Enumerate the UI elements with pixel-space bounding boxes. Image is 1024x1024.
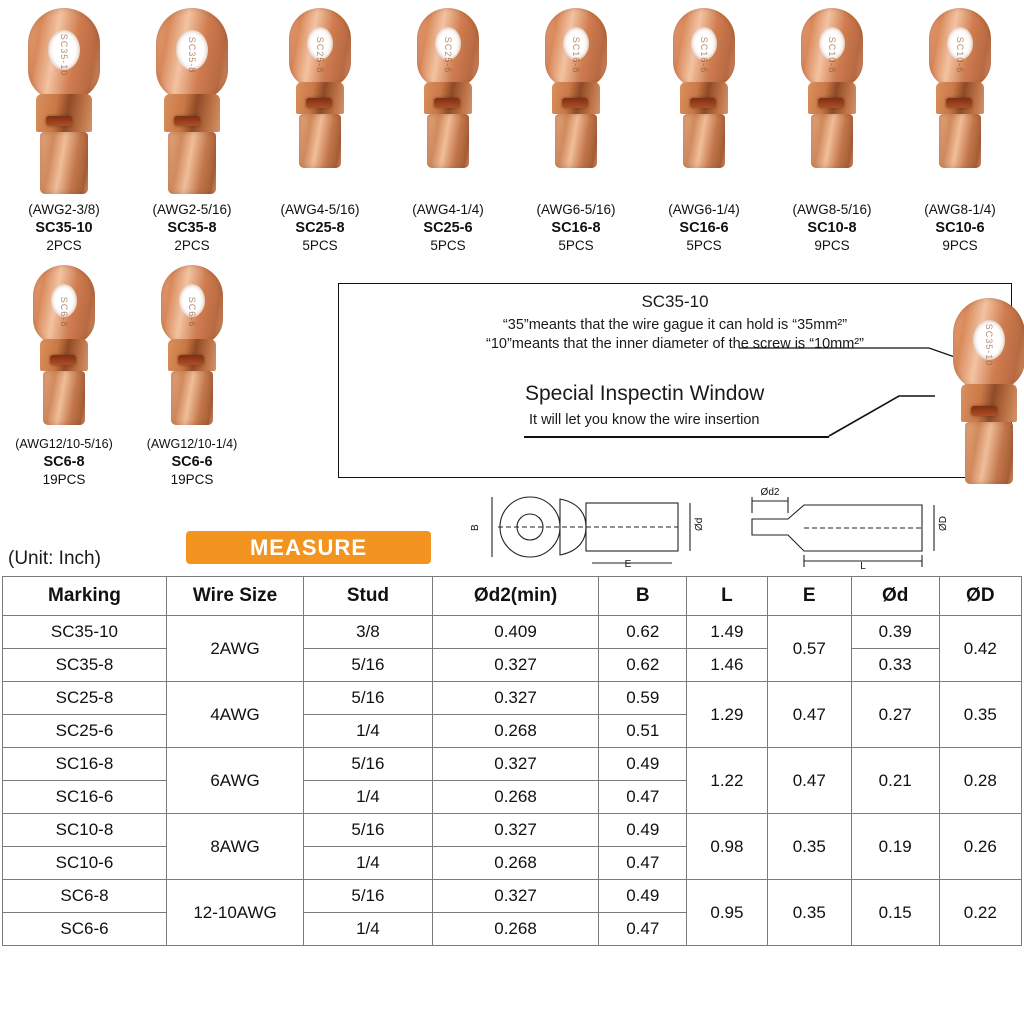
cell-l: 1.29 <box>687 682 768 748</box>
diagram-label-b: B <box>470 524 481 531</box>
lug-qty-label: 9PCS <box>942 238 978 253</box>
cell-stud: 1/4 <box>304 715 432 748</box>
cell-wire-size: 2AWG <box>166 616 303 682</box>
cell-b: 0.62 <box>599 616 687 649</box>
cell-stud: 1/4 <box>304 781 432 814</box>
cell-marking: SC6-8 <box>3 880 167 913</box>
lug-item <box>768 0 896 253</box>
cell-b: 0.47 <box>599 913 687 946</box>
cell-marking: SC10-6 <box>3 847 167 880</box>
lug-item <box>384 0 512 253</box>
cell-b: 0.59 <box>599 682 687 715</box>
lug-awg-label: (AWG4-5/16) <box>280 202 360 217</box>
cell-l: 1.46 <box>687 649 768 682</box>
cell-stud: 5/16 <box>304 682 432 715</box>
header-e: E <box>767 577 851 616</box>
copper-lug-icon <box>28 8 100 194</box>
lug-image <box>0 257 128 435</box>
table-row <box>3 880 1022 913</box>
lug-code-label: SC35-8 <box>187 36 197 74</box>
header-marking: Marking <box>3 577 167 616</box>
lug-sc-label: SC35-8 <box>167 220 217 236</box>
cell-stud: 5/16 <box>304 649 432 682</box>
lug-code-label: SC6-8 <box>59 296 69 328</box>
header-d: Ød <box>851 577 939 616</box>
lug-image <box>128 257 256 435</box>
copper-lug-icon <box>33 265 95 425</box>
lug-image <box>512 0 640 200</box>
cell-d2: 0.327 <box>432 649 599 682</box>
lug-item <box>512 0 640 253</box>
lug-qty-label: 19PCS <box>170 472 214 487</box>
cell-marking: SC16-8 <box>3 748 167 781</box>
table-row <box>3 649 1022 682</box>
table-row <box>3 616 1022 649</box>
cell-b: 0.49 <box>599 880 687 913</box>
diagram-label-dd: ØD <box>938 516 949 531</box>
lug-sc-label: SC6-6 <box>171 454 213 470</box>
header-d2: Ød2(min) <box>432 577 599 616</box>
inspection-window-title: Special Inspectin Window <box>525 382 765 405</box>
cell-d2: 0.268 <box>432 847 599 880</box>
copper-lug-icon <box>929 8 991 168</box>
cell-stud: 1/4 <box>304 847 432 880</box>
lug-awg-label: (AWG12/10-1/4) <box>146 437 238 451</box>
lug-image <box>640 0 768 200</box>
lug-image <box>0 0 128 200</box>
lug-qty-label: 2PCS <box>174 238 210 253</box>
cell-e: 0.35 <box>767 880 851 946</box>
infobox-line-2: “10”meants that the inner diameter of the screw is “10mm²” <box>486 336 864 352</box>
lug-sc-label: SC35-10 <box>35 220 93 236</box>
cell-stud: 5/16 <box>304 748 432 781</box>
cell-marking: SC25-8 <box>3 682 167 715</box>
leader-lines <box>339 284 1013 479</box>
lug-awg-label: (AWG6-1/4) <box>668 202 740 217</box>
cell-dd: 0.35 <box>939 682 1021 748</box>
cell-wire-size: 4AWG <box>166 682 303 748</box>
cell-d2: 0.327 <box>432 880 599 913</box>
lug-image <box>384 0 512 200</box>
lug-awg-label: (AWG12/10-5/16) <box>15 437 113 451</box>
lug-sc-label: SC16-6 <box>679 220 729 236</box>
cell-d: 0.27 <box>851 682 939 748</box>
cell-stud: 5/16 <box>304 814 432 847</box>
lug-item <box>640 0 768 253</box>
copper-lug-icon <box>545 8 607 168</box>
cell-b: 0.51 <box>599 715 687 748</box>
copper-lug-icon <box>673 8 735 168</box>
cell-stud: 1/4 <box>304 913 432 946</box>
lug-qty-label: 9PCS <box>814 238 850 253</box>
header-stud: Stud <box>304 577 432 616</box>
cell-d: 0.39 <box>851 616 939 649</box>
lug-image <box>896 0 1024 200</box>
lug-awg-label: (AWG4-1/4) <box>412 202 484 217</box>
diagram-label-d2: Ød2 <box>760 487 780 498</box>
lug-code-label: SC16-6 <box>699 36 709 74</box>
cell-marking: SC10-8 <box>3 814 167 847</box>
header-l: L <box>687 577 768 616</box>
cell-d: 0.33 <box>851 649 939 682</box>
lug-row-1 <box>0 0 1024 253</box>
lug-item <box>128 0 256 253</box>
header-b: B <box>599 577 687 616</box>
info-callout-box <box>338 283 1012 478</box>
lug-sc-label: SC25-8 <box>295 220 345 236</box>
lug-qty-label: 19PCS <box>42 472 86 487</box>
unit-label: (Unit: Inch) <box>8 548 101 569</box>
lug-code-label: SC35-10 <box>59 33 69 77</box>
lug-image <box>256 0 384 200</box>
lug-code-label: SC16-8 <box>571 36 581 74</box>
lug-awg-label: (AWG2-3/8) <box>28 202 100 217</box>
table-row <box>3 682 1022 715</box>
copper-lug-icon <box>289 8 351 168</box>
copper-lug-icon <box>161 265 223 425</box>
lug-item <box>0 0 128 253</box>
cell-dd: 0.26 <box>939 814 1021 880</box>
lug-code-label: SC6-6 <box>187 296 197 328</box>
lug-awg-label: (AWG6-5/16) <box>536 202 616 217</box>
cell-b: 0.62 <box>599 649 687 682</box>
cell-l: 0.95 <box>687 880 768 946</box>
cell-b: 0.47 <box>599 847 687 880</box>
lug-sc-label: SC16-8 <box>551 220 601 236</box>
cell-d2: 0.268 <box>432 715 599 748</box>
cell-l: 1.49 <box>687 616 768 649</box>
cell-e: 0.35 <box>767 814 851 880</box>
lug-qty-label: 5PCS <box>558 238 594 253</box>
table-row <box>3 748 1022 781</box>
cell-d2: 0.327 <box>432 682 599 715</box>
cell-dd: 0.22 <box>939 880 1021 946</box>
cell-wire-size: 8AWG <box>166 814 303 880</box>
infobox-line-1: “35”meants that the wire gague it can hold is “35mm²” <box>502 317 848 333</box>
spec-table <box>2 576 1022 946</box>
lug-qty-label: 5PCS <box>430 238 466 253</box>
header-wire-size: Wire Size <box>166 577 303 616</box>
lug-item <box>896 0 1024 253</box>
lug-item <box>128 257 256 487</box>
cell-marking: SC35-8 <box>3 649 167 682</box>
copper-lug-icon <box>801 8 863 168</box>
cell-d: 0.19 <box>851 814 939 880</box>
lug-awg-label: (AWG8-5/16) <box>792 202 872 217</box>
lug-code-label: SC25-6 <box>443 36 453 74</box>
copper-lug-icon <box>953 298 1024 484</box>
cell-marking: SC6-6 <box>3 913 167 946</box>
cell-d: 0.21 <box>851 748 939 814</box>
lug-code-label: SC10-6 <box>955 36 965 74</box>
lug-code-label: SC25-8 <box>315 36 325 74</box>
cell-dd: 0.28 <box>939 748 1021 814</box>
cell-d2: 0.327 <box>432 748 599 781</box>
cell-marking: SC25-6 <box>3 715 167 748</box>
cell-b: 0.49 <box>599 814 687 847</box>
infobox-title: SC35-10 <box>641 292 709 311</box>
cell-wire-size: 6AWG <box>166 748 303 814</box>
cell-dd: 0.42 <box>939 616 1021 682</box>
lug-image <box>128 0 256 200</box>
lug-sc-label: SC10-8 <box>807 220 857 236</box>
lug-item <box>0 257 128 487</box>
measure-badge <box>186 531 431 564</box>
cell-marking: SC35-10 <box>3 616 167 649</box>
lug-sc-label: SC25-6 <box>423 220 473 236</box>
diagram-label-e: E <box>624 559 632 570</box>
cell-b: 0.47 <box>599 781 687 814</box>
cell-d: 0.15 <box>851 880 939 946</box>
cell-e: 0.57 <box>767 616 851 682</box>
lug-item <box>256 0 384 253</box>
lug-code-label: SC35-10 <box>984 323 994 367</box>
cell-l: 1.22 <box>687 748 768 814</box>
diagram-label-l: L <box>860 561 866 571</box>
diagram-label-d: Ød <box>694 517 705 531</box>
lug-awg-label: (AWG2-5/16) <box>152 202 232 217</box>
cell-e: 0.47 <box>767 748 851 814</box>
header-dd: ØD <box>939 577 1021 616</box>
table-header-row <box>3 577 1022 616</box>
lug-code-label: SC10-8 <box>827 36 837 74</box>
measure-badge-label: MEASURE <box>249 534 367 560</box>
cell-d2: 0.409 <box>432 616 599 649</box>
lug-sc-label: SC10-6 <box>935 220 985 236</box>
cell-wire-size: 12-10AWG <box>166 880 303 946</box>
lug-image <box>768 0 896 200</box>
cell-stud: 5/16 <box>304 880 432 913</box>
copper-lug-icon <box>417 8 479 168</box>
cell-d2: 0.268 <box>432 913 599 946</box>
cell-marking: SC16-6 <box>3 781 167 814</box>
cell-stud: 3/8 <box>304 616 432 649</box>
copper-lug-icon <box>156 8 228 194</box>
cell-l: 0.98 <box>687 814 768 880</box>
cell-d2: 0.327 <box>432 814 599 847</box>
lug-qty-label: 5PCS <box>302 238 338 253</box>
lug-awg-label: (AWG8-1/4) <box>924 202 996 217</box>
dimension-diagrams <box>452 483 1012 571</box>
cell-b: 0.49 <box>599 748 687 781</box>
inspection-window-subtitle: It will let you know the wire insertion <box>529 412 760 428</box>
lug-sc-label: SC6-8 <box>43 454 85 470</box>
lug-qty-label: 2PCS <box>46 238 82 253</box>
lug-qty-label: 5PCS <box>686 238 722 253</box>
table-row <box>3 814 1022 847</box>
cell-e: 0.47 <box>767 682 851 748</box>
cell-d2: 0.268 <box>432 781 599 814</box>
